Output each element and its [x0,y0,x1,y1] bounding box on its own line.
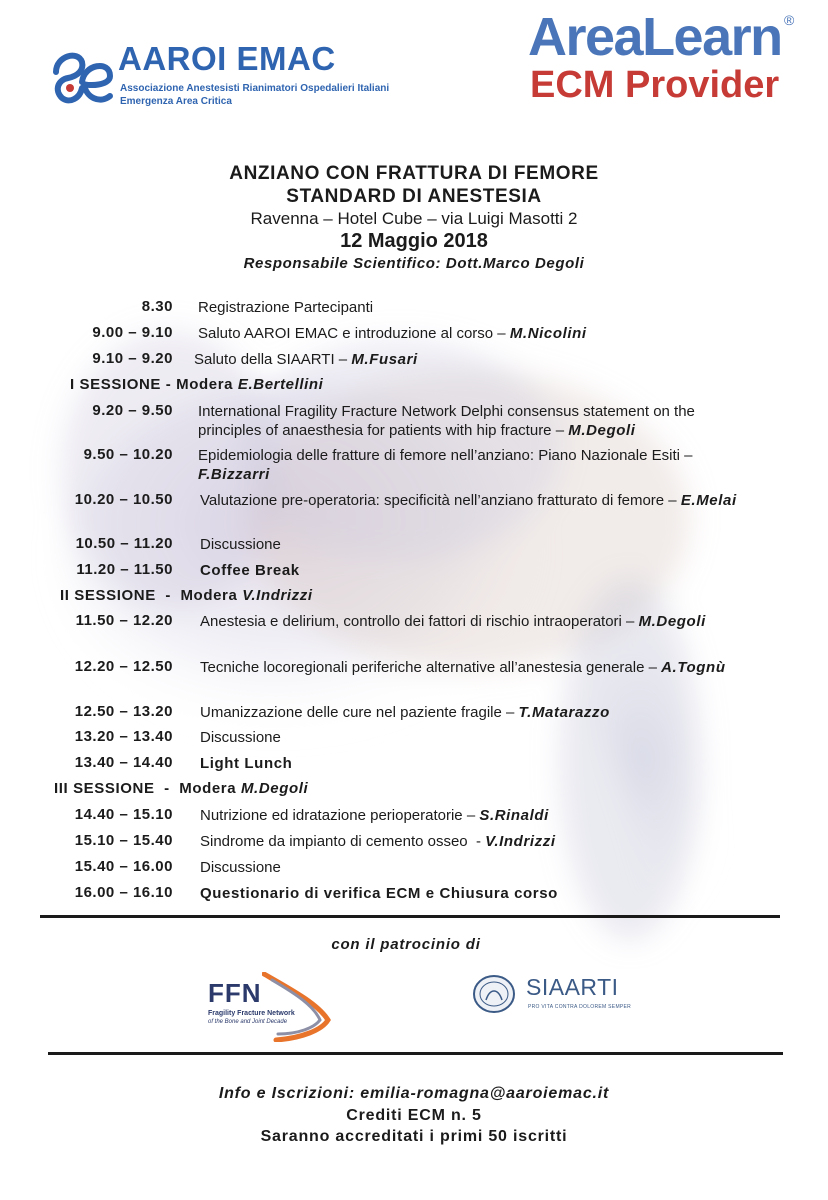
session-moderator: E.Bertellini [237,376,324,393]
program-text: Discussione [200,536,281,553]
program-description [200,561,760,580]
program-text: Discussione [200,859,281,876]
program-speaker: T.Matarazzo [518,704,610,721]
program-text: Anestesia e delirium, controllo dei fattori di rischio intraoperatori – [200,613,635,630]
program-time: 11.50 – 12.20 [75,612,173,629]
accreditation-note: Saranno accreditati i primi 50 iscritti [260,1128,568,1145]
venue: Ravenna – Hotel Cube – via Luigi Masotti 2 [250,209,578,228]
program-time: 13.20 – 13.40 [74,728,173,745]
program-description [200,832,760,851]
ffn-logo [206,972,330,1042]
divider [48,1052,783,1055]
program-text: Saluto AAROI EMAC e introduzione al corso – [198,325,506,342]
session-header [70,376,323,393]
scientific-director: Responsabile Scientifico: Dott.Marco Degoli [243,255,585,272]
program-speaker: V.Indrizzi [485,833,556,850]
program-time: 15.10 – 15.40 [74,832,173,849]
program-description [200,658,750,677]
session-moderator: V.Indrizzi [242,587,313,604]
event-date: 12 Maggio 2018 [340,230,488,252]
program-text: Light Lunch [200,755,293,772]
aaroi-emac-name: AAROI EMAC [118,40,336,77]
program-description [200,754,760,773]
arealearn-name: AreaLearn [528,7,782,67]
program-time: 12.50 – 13.20 [74,703,173,720]
program-speaker: M.Degoli [568,422,636,439]
aaroi-emac-subtitle: Associazione Anestesisti Rianimatori Ospedalieri Italiani [120,83,390,94]
program-text: Umanizzazione delle cure nel paziente fragile – [200,704,515,721]
program-text: Tecniche locoregionali periferiche alternative all’anestesia generale – [200,659,657,676]
program-text: Coffee Break [200,562,300,579]
program-description [198,446,738,484]
program-time: 11.20 – 11.50 [76,561,173,578]
session-header [54,780,308,797]
program-text: International Fragility Fracture Network Delphi consensus statement on the principles of anaesthesia for patients with hip fracture – [198,403,695,439]
program-description [200,806,760,825]
program-description [200,703,760,722]
registered-mark: ® [784,12,795,28]
program-time: 9.10 – 9.20 [92,350,173,367]
ffn-swoosh-icon [262,972,332,1042]
program-description [200,612,730,631]
program-text: Questionario di verifica ECM e Chiusura corso [200,885,558,902]
session-label: I SESSIONE - Modera [70,376,234,393]
program-speaker: A.Tognù [661,659,726,676]
program-time: 9.20 – 9.50 [92,402,173,419]
siaarti-seal-icon [472,974,516,1014]
program-text: Registrazione Partecipanti [198,299,374,316]
program-description [200,858,760,877]
ffn-name: FFN [208,978,262,1008]
session-moderator: M.Degoli [240,780,309,797]
program-speaker: S.Rinaldi [479,807,549,824]
session-header [60,587,313,604]
program-description [200,728,760,747]
siaarti-logo [472,972,632,1016]
ecm-credits: Crediti ECM n. 5 [346,1107,482,1124]
aaroi-emac-subtitle-2: Emergenza Area Critica [120,96,232,107]
session-label: II SESSIONE - Modera [60,587,238,604]
course-subtitle: STANDARD DI ANESTESIA [286,186,542,207]
program-speaker: F.Bizzarri [198,466,270,483]
ffn-subtitle: Fragility Fracture Network [208,1010,295,1017]
program-description [200,491,760,510]
course-title: ANZIANO CON FRATTURA DI FEMORE [229,163,599,184]
program-text: Discussione [200,729,281,746]
program-description [198,402,758,440]
program-description [198,324,758,343]
program-description [200,535,760,554]
session-label: III SESSIONE - Modera [54,780,237,797]
program-time: 8.30 [141,298,173,315]
program-speaker: M.Fusari [351,351,418,368]
program-description [200,884,760,903]
program-text: Saluto della SIAARTI – [194,351,348,368]
program-time: 10.20 – 10.50 [74,491,173,508]
program-description [194,350,754,369]
divider [40,915,780,918]
program-time: 14.40 – 15.10 [74,806,173,823]
program-description [198,298,758,317]
ecm-provider-tagline: ECM Provider [530,64,780,106]
program-time: 15.40 – 16.00 [74,858,173,875]
program-text: Sindrome da impianto di cemento osseo - [200,833,481,850]
siaarti-name: SIAARTI [526,974,619,1000]
program-speaker: M.Degoli [638,613,706,630]
program-speaker: E.Melai [680,492,737,509]
program-time: 10.50 – 11.20 [75,535,173,552]
program-text: Valutazione pre-operatoria: specificità nell’anziano fratturato di femore – [200,492,677,509]
program-time: 9.50 – 10.20 [83,446,173,463]
patronage-label: con il patrocinio di [331,936,481,953]
ffn-subtitle-2: of the Bone and Joint Decade [208,1019,288,1025]
siaarti-motto: PRO VITA CONTRA DOLOREM SEMPER [528,1004,632,1010]
program-time: 12.20 – 12.50 [74,658,173,675]
program-text: Epidemiologia delle fratture di femore nell’anziano: Piano Nazionale Esiti – [198,447,693,464]
program-time: 13.40 – 14.40 [74,754,173,771]
program-text: Nutrizione ed idratazione perioperatorie – [200,807,476,824]
info-registration: Info e Iscrizioni: emilia-romagna@aaroiemac.it [218,1085,610,1102]
program-speaker: M.Nicolini [509,325,587,342]
program-time: 16.00 – 16.10 [74,884,173,901]
program-time: 9.00 – 9.10 [92,324,173,341]
